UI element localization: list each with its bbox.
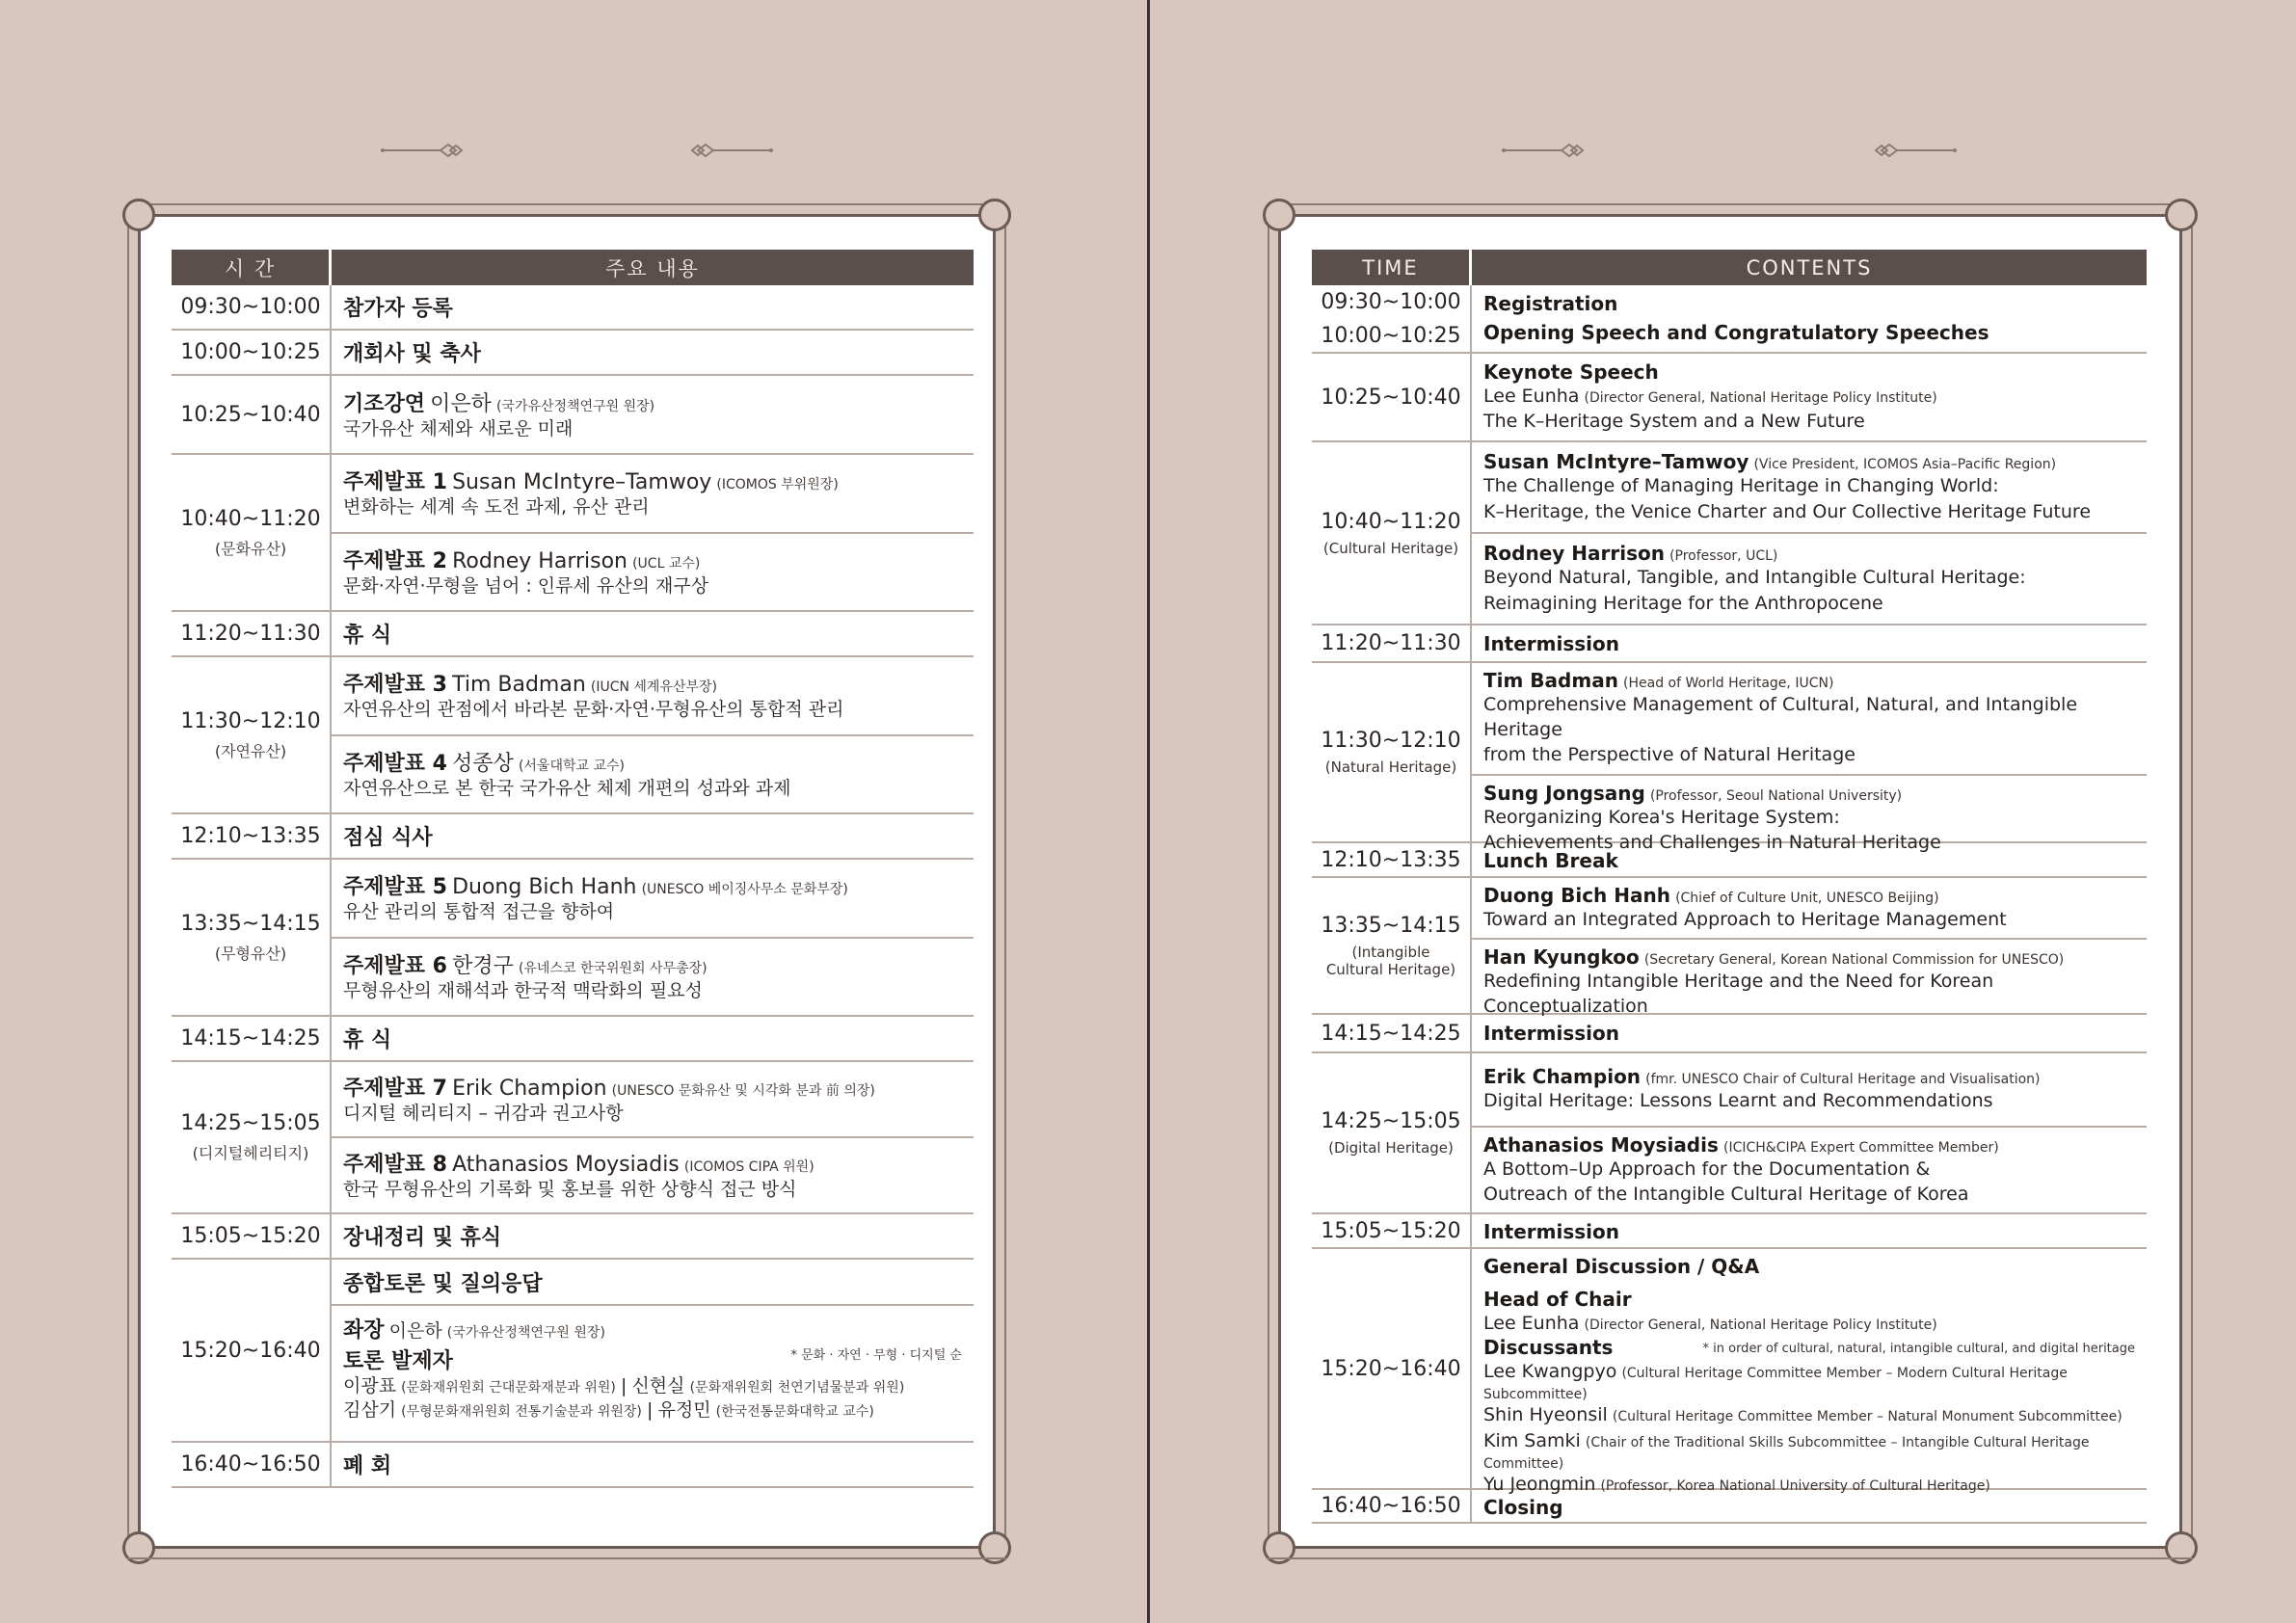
talk-title: 문화·자연·무형을 넘어 : 인류세 유산의 재구상 (343, 574, 709, 597)
table-row (172, 1062, 974, 1214)
panelist-role: (문화재위원회 천연기념물분과 위원) (689, 1379, 905, 1396)
table-row (1312, 354, 2147, 442)
korean-schedule-card (138, 214, 996, 1549)
chair-label: Head of Chair (1483, 1288, 1632, 1311)
talk-title: Reimagining Heritage for the Anthropocene (1483, 592, 1883, 614)
talk-title: Digital Heritage: Lessons Learnt and Recommendations (1483, 1090, 1993, 1112)
header-time: 시 간 (172, 250, 332, 285)
time-cell: 11:20~11:30 (1321, 631, 1461, 655)
ornament-left-2 (686, 141, 773, 160)
talk-title: 유산 관리의 통합적 접근을 향하여 (343, 901, 615, 923)
session-title: 주제발표 2 (343, 548, 447, 573)
panelist-role: (Professor, Korea National University of Cultural Heritage) (1600, 1477, 1990, 1494)
table-row (1312, 625, 2147, 663)
time-cell: 15:05~15:20 (180, 1224, 321, 1248)
panelist-name: 이광표 (343, 1374, 397, 1397)
time-cell: 12:10~13:35 (180, 824, 321, 848)
session-title: 휴 식 (343, 624, 392, 648)
talk-title: Beyond Natural, Tangible, and Intangible Cultural Heritage: (1483, 567, 2026, 589)
session-title: Keynote Speech (1483, 359, 1659, 384)
talk-title: 한국 무형유산의 기록화 및 홍보를 위한 상향식 접근 방식 (343, 1179, 797, 1201)
panelist-name: Lee Kwangpyo (1483, 1361, 1617, 1383)
panelist-name: Yu Jeongmin (1483, 1473, 1596, 1495)
session-title: 주제발표 1 (343, 470, 447, 495)
table-row (1312, 663, 2147, 853)
session-category: Cultural Heritage) (1325, 960, 1456, 978)
speaker-name: Rodney Harrison (1483, 542, 1665, 566)
session-category: (문화유산) (214, 539, 287, 558)
table-row (1312, 442, 2147, 625)
english-schedule-card (1278, 214, 2182, 1549)
table-header (1312, 250, 2147, 285)
time-cell: 10:40~11:20 (180, 506, 321, 531)
speaker-name: Rodney Harrison (452, 548, 627, 573)
session-title: 장내정리 및 휴식 (343, 1226, 502, 1250)
talk-title: The Challenge of Managing Heritage in Changing World: (1483, 475, 1999, 497)
table-row (1312, 319, 2147, 354)
panel-note: * 문화 · 자연 · 무형 · 디지털 순 (790, 1347, 962, 1363)
session-title: 휴 식 (343, 1028, 392, 1052)
session-title: 개회사 및 축사 (343, 342, 481, 366)
time-cell: 11:30~12:10 (180, 708, 321, 733)
session-title: 주제발표 7 (343, 1077, 447, 1102)
table-row (172, 376, 974, 455)
session-category: (Intangible (1351, 943, 1430, 961)
session-title: 주제발표 3 (343, 673, 447, 698)
session-title: 기조강연 (343, 391, 426, 416)
session-title: 점심 식사 (343, 826, 433, 850)
time-cell: 10:25~10:40 (1321, 385, 1461, 410)
talk-title: Redefining Intangible Heritage and the Need for Korean Conceptualization (1483, 971, 1994, 1018)
chair-role: (국가유산정책연구원 원장) (446, 1325, 605, 1341)
table-row (172, 1443, 974, 1488)
time-cell: 15:20~16:40 (180, 1338, 321, 1363)
table-header (172, 250, 974, 285)
time-cell: 12:10~13:35 (1321, 847, 1461, 872)
table-row (172, 612, 974, 657)
talk-title: from the Perspective of Natural Heritage (1483, 744, 1855, 766)
table-row (1312, 285, 2147, 319)
speaker-role: (fmr. UNESCO Chair of Cultural Heritage and Visualisation) (1645, 1072, 2041, 1088)
chair-label: 좌장 (343, 1318, 385, 1343)
speaker-role: (Professor, Seoul National University) (1649, 787, 1903, 804)
speaker-name: 성종상 (452, 751, 514, 776)
panelist-name: 김삼기 (343, 1399, 397, 1422)
speaker-name: Duong Bich Hanh (452, 875, 637, 900)
table-row (172, 657, 974, 814)
panelist-name: 유정민 (657, 1399, 711, 1422)
table-row (1312, 1214, 2147, 1249)
speaker-role: (Secretary General, Korean National Commission for UNESCO) (1643, 952, 2065, 969)
panelist-name: Kim Samki (1483, 1429, 1581, 1451)
table-row (172, 1214, 974, 1260)
speaker-role: (UNESCO 베이징사무소 문화부장) (641, 882, 848, 898)
session-category: (디지털헤리티지) (192, 1144, 309, 1162)
chair-name: 이은하 (388, 1320, 442, 1342)
header-contents: 주요 내용 (605, 256, 700, 280)
korean-schedule-table (172, 250, 974, 1488)
table-row (1312, 878, 2147, 1018)
session-title: 주제발표 8 (343, 1153, 447, 1178)
speaker-name: Athanasios Moysiadis (452, 1153, 680, 1178)
session-title: Closing (1483, 1496, 1563, 1519)
panelist-role: (Cultural Heritage Committee Member – Natural Monument Subcommittee) (1612, 1409, 2122, 1425)
session-title: 폐 회 (343, 1454, 392, 1478)
panelist-name: 신현실 (631, 1374, 685, 1397)
speaker-role: (Director General, National Heritage Policy Institute) (1584, 389, 1937, 406)
speaker-name: Susan McIntyre–Tamwoy (452, 470, 712, 495)
time-cell: 10:40~11:20 (1321, 509, 1461, 534)
talk-title: 국가유산 체제와 새로운 미래 (343, 417, 574, 439)
time-cell: 16:40~16:50 (1321, 1494, 1461, 1518)
session-title: 주제발표 4 (343, 751, 447, 776)
talk-title: Toward an Integrated Approach to Heritage Management (1483, 909, 2007, 930)
table-row (172, 1017, 974, 1062)
ornament-left-1 (381, 141, 467, 160)
session-category: (Digital Heritage) (1328, 1139, 1454, 1157)
speaker-name: Duong Bich Hanh (1483, 884, 1670, 907)
talk-title: Achievements and Challenges in Natural Heritage (1483, 831, 1941, 853)
table-row (1312, 1015, 2147, 1053)
time-cell: 15:05~15:20 (1321, 1218, 1461, 1243)
session-title: 주제발표 5 (343, 875, 447, 900)
session-title: Lunch Break (1483, 849, 1618, 872)
session-category: (Natural Heritage) (1324, 758, 1457, 776)
table-row (172, 285, 974, 331)
speaker-role: (Professor, UCL) (1669, 548, 1778, 565)
speaker-name: 이은하 (430, 391, 492, 416)
speaker-name: Susan McIntyre–Tamwoy (1483, 450, 1749, 474)
chair-name: Lee Eunha (1483, 1313, 1580, 1334)
session-title: 종합토론 및 질의응답 (343, 1271, 543, 1296)
speaker-role: (IUCN 세계유산부장) (590, 679, 718, 696)
table-row (172, 331, 974, 376)
session-category: (자연유산) (214, 741, 287, 760)
talk-title: A Bottom–Up Approach for the Documentation & (1483, 1157, 1931, 1180)
speaker-name: Han Kyungkoo (1483, 945, 1640, 970)
speaker-role: (ICOMOS 부위원장) (716, 477, 839, 493)
ornament-right-1 (1502, 141, 1589, 160)
panelist-role: (Cultural Heritage Committee Member – Modern Cultural Heritage Subcommittee) (1483, 1366, 2068, 1403)
talk-title: Outreach of the Intangible Cultural Heritage of Korea (1483, 1183, 1969, 1205)
speaker-role: (ICOMOS CIPA 위원) (683, 1159, 814, 1176)
session-category: (무형유산) (214, 944, 287, 963)
session-title: Intermission (1483, 1022, 1620, 1045)
panel-label: 토론 발제자 (343, 1348, 453, 1373)
speaker-name: Tim Badman (1483, 669, 1618, 692)
speaker-role: (Chief of Culture Unit, UNESCO Beijing) (1675, 891, 1939, 906)
english-schedule-table (1312, 250, 2147, 1524)
session-title: 주제발표 6 (343, 953, 447, 978)
speaker-role: (유네스코 한국위원회 사무총장) (518, 960, 707, 976)
header-time: TIME (1312, 250, 1472, 285)
talk-title: The K–Heritage System and a New Future (1483, 411, 1865, 432)
speaker-role: (국가유산정책연구원 원장) (495, 398, 655, 414)
table-row (172, 814, 974, 860)
talk-title: 자연유산으로 본 한국 국가유산 체제 개편의 성과와 과제 (343, 777, 791, 799)
table-row: 15:20~16:40 종합토론 및 질의응답 좌장 이은하 (국가유산정책연구원 원장) 토론 발제자 * 문화 · 자연 · 무형 · 디지털 순 이광표 (문화재위원회 근대문화재분과 위원) | 신현실 (문화재위원회 천연기념물분과 위원) 김삼기 (무형문화재위원회 전통기술분과 위원장) | 유정민 (한국전통문화대학교 교수) (172, 1260, 974, 1443)
table-row (1312, 843, 2147, 878)
time-cell: 11:20~11:30 (180, 622, 321, 646)
time-cell: 11:30~12:10 (1321, 729, 1461, 753)
time-cell: 10:25~10:40 (180, 402, 321, 427)
speaker-role: (Vice President, ICOMOS Asia–Pacific Region) (1753, 457, 2057, 473)
panelist-name: Shin Hyeonsil (1483, 1404, 1608, 1426)
session-category: (Cultural Heritage) (1322, 539, 1459, 557)
time-cell: 14:25~15:05 (180, 1111, 321, 1135)
ornament-right-2 (1870, 141, 1957, 160)
speaker-role: (서울대학교 교수) (518, 758, 625, 774)
time-cell: 13:35~14:15 (1321, 913, 1461, 938)
header-contents: CONTENTS (1746, 255, 1873, 279)
speaker-role: (UCL 교수) (632, 555, 701, 572)
table-row (1312, 1053, 2147, 1214)
speaker-role: (UNESCO 문화유산 및 시각화 분과 前 의장) (611, 1083, 875, 1100)
speaker-name: Athanasios Moysiadis (1483, 1132, 1719, 1157)
panelist-role: (무형문화재위원회 전통기술분과 위원장) (401, 1404, 642, 1421)
speaker-name: Erik Champion (452, 1077, 607, 1102)
time-cell: 09:30~10:00 (1321, 290, 1461, 314)
panel-note: * in order of cultural, natural, intangible cultural, and digital heritage (1702, 1342, 2135, 1357)
time-cell: 13:35~14:15 (180, 911, 321, 936)
time-cell: 15:20~16:40 (1321, 1356, 1461, 1381)
talk-title: 변화하는 세계 속 도전 과제, 유산 관리 (343, 496, 650, 519)
talk-title: 디지털 헤리티지 – 귀감과 권고사항 (343, 1103, 624, 1125)
page-divider (1147, 0, 1150, 1623)
table-row (1312, 1249, 2147, 1495)
table-row (1312, 1490, 2147, 1524)
panelist-role: (Chair of the Traditional Skills Subcommittee – Intangible Cultural Heritage Committee) (1483, 1434, 2090, 1472)
panelist-role: (문화재위원회 근대문화재분과 위원) (401, 1379, 616, 1396)
time-cell: 16:40~16:50 (180, 1452, 321, 1477)
speaker-name: Tim Badman (452, 673, 586, 698)
time-cell: 14:15~14:25 (180, 1026, 321, 1051)
speaker-name: 한경구 (452, 953, 514, 978)
session-title: Opening Speech and Congratulatory Speeches (1483, 321, 1989, 344)
chair-role: (Director General, National Heritage Policy Institute) (1584, 1317, 1937, 1333)
panelist-role: (한국전통문화대학교 교수) (715, 1404, 874, 1421)
panel-label: Discussants (1483, 1336, 1614, 1360)
time-cell: 14:25~15:05 (1321, 1109, 1461, 1133)
session-title: 참가자 등록 (343, 297, 453, 321)
talk-title: 자연유산의 관점에서 바라본 문화·자연·무형유산의 통합적 관리 (343, 699, 844, 721)
talk-title: Reorganizing Korea's Heritage System: (1483, 806, 1840, 828)
speaker-name: Sung Jongsang (1483, 781, 1645, 805)
speaker-role: (Head of World Heritage, IUCN) (1623, 676, 1834, 691)
speaker-name: Lee Eunha (1483, 385, 1580, 407)
talk-title: K–Heritage, the Venice Charter and Our Collective Heritage Future (1483, 500, 2092, 522)
session-title: Intermission (1483, 631, 1620, 655)
table-row (172, 455, 974, 612)
talk-title: Comprehensive Management of Cultural, Natural, and Intangible Heritage (1483, 694, 2078, 741)
session-title: Intermission (1483, 1220, 1620, 1243)
talk-title: 무형유산의 재해석과 한국적 맥락화의 필요성 (343, 979, 703, 1001)
session-title: Registration (1483, 291, 1618, 315)
speaker-role: (ICICH&CIPA Expert Committee Member) (1722, 1139, 1999, 1156)
table-row (172, 860, 974, 1017)
speaker-name: Erik Champion (1483, 1065, 1642, 1089)
session-title: General Discussion / Q&A (1483, 1255, 1760, 1278)
time-cell: 10:00~10:25 (1321, 323, 1461, 348)
time-cell: 10:00~10:25 (180, 340, 321, 364)
time-cell: 14:15~14:25 (1321, 1021, 1461, 1046)
time-cell: 09:30~10:00 (180, 295, 321, 319)
